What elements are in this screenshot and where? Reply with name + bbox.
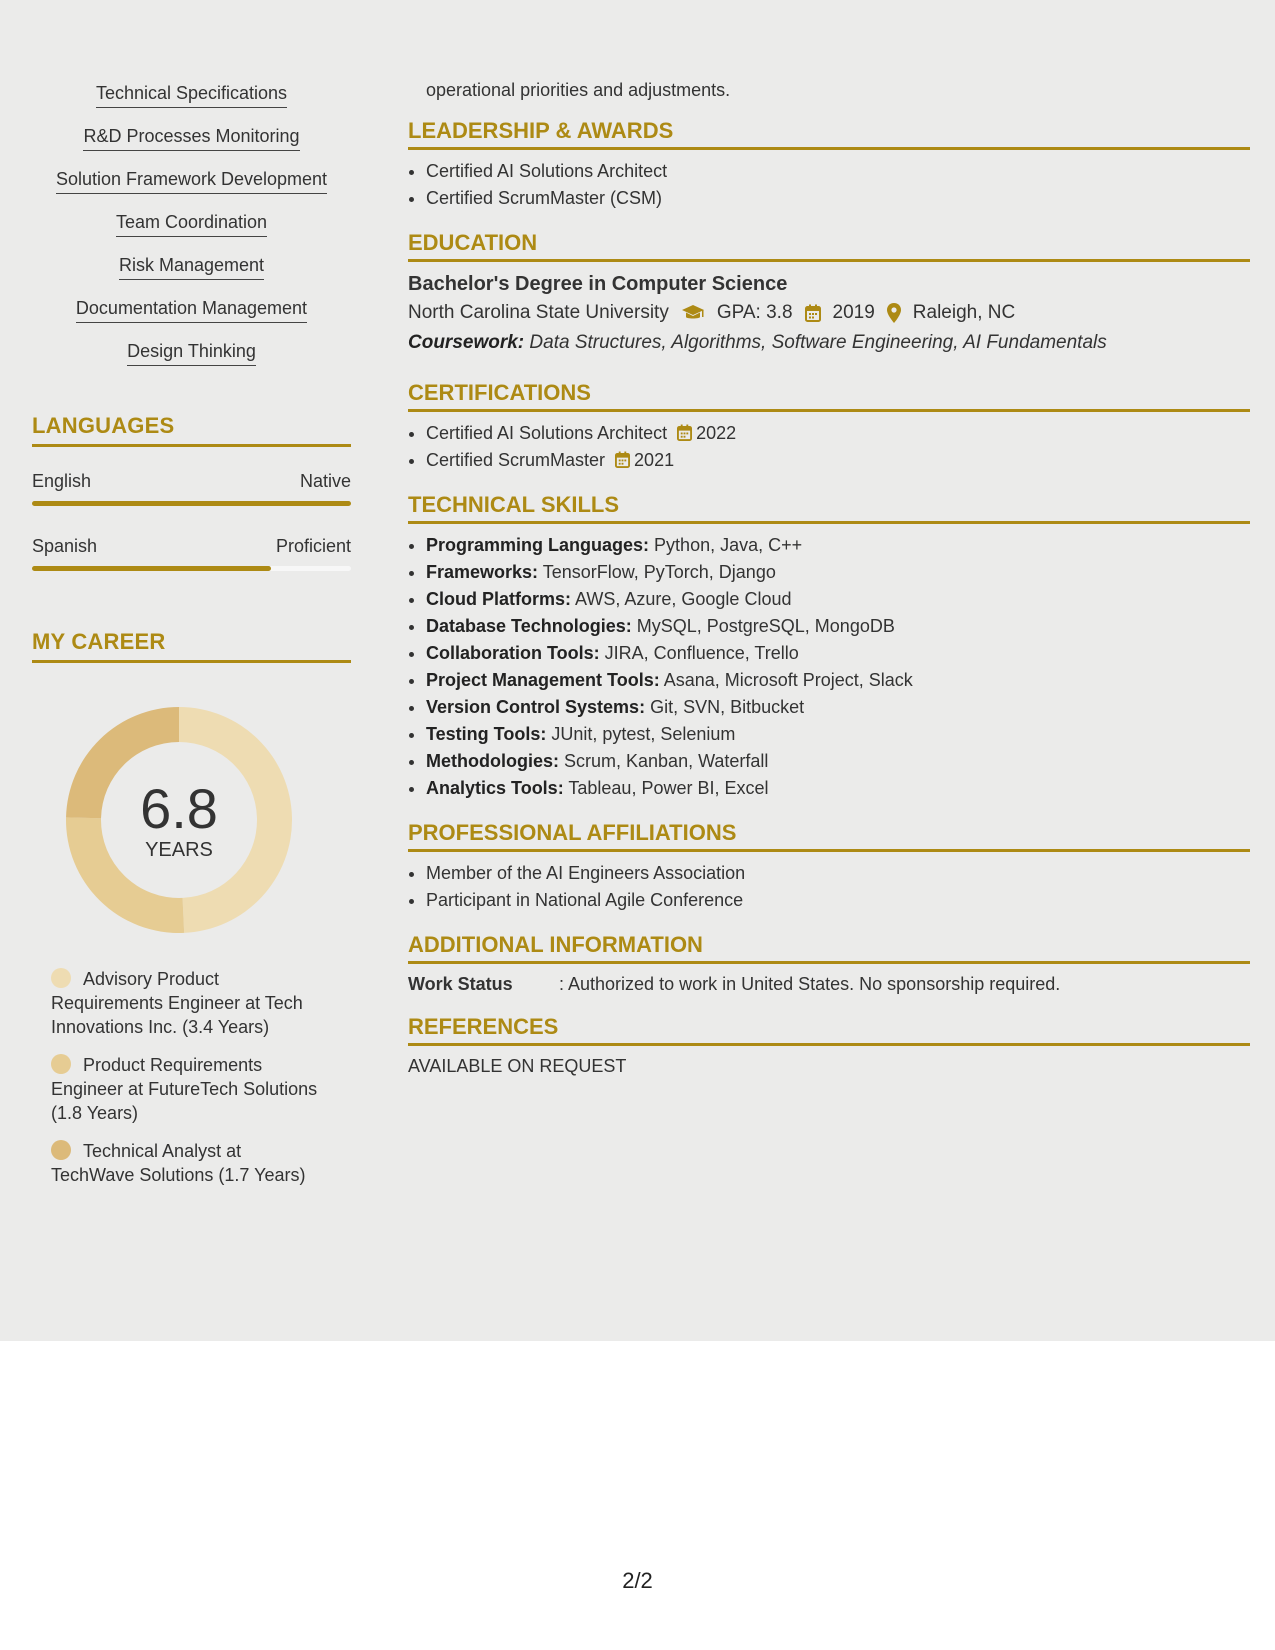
technical-skills-list: [408, 532, 1250, 802]
education-gpa: GPA: 3.8: [716, 302, 793, 323]
education-location: Raleigh, NC: [912, 302, 1016, 323]
skill-value: Python, Java, C++: [654, 535, 803, 555]
affiliations-heading: PROFESSIONAL AFFILIATIONS: [408, 820, 1250, 852]
career-total: 6.8: [140, 777, 218, 840]
skill-value: JUnit, pytest, Selenium: [551, 724, 736, 744]
language-row: [32, 471, 351, 492]
skill-item: Technical Specifications: [96, 82, 287, 108]
calendar-icon: [805, 304, 821, 322]
language-bar-fill: [32, 566, 271, 571]
references-heading: REFERENCES: [408, 1014, 1250, 1046]
certification-year: 2021: [634, 450, 675, 470]
skill-label: Analytics Tools:: [426, 778, 564, 798]
leadership-heading: LEADERSHIP & AWARDS: [408, 118, 1250, 150]
list-item: [426, 748, 1250, 775]
skill-item: R&D Processes Monitoring: [83, 125, 299, 151]
legend-dot: [51, 968, 71, 988]
technical-skills-heading: TECHNICAL SKILLS: [408, 492, 1250, 524]
certifications-list: [408, 420, 1250, 474]
coursework-label: Coursework:: [408, 332, 525, 353]
skill-label: Frameworks:: [426, 562, 539, 582]
skill-label: Collaboration Tools:: [426, 643, 600, 663]
skill-value: Git, SVN, Bitbucket: [650, 697, 805, 717]
career-donut-center: [66, 707, 292, 933]
languages-heading: LANGUAGES: [32, 413, 351, 447]
skill-value: Scrum, Kanban, Waterfall: [564, 751, 769, 771]
work-status-value: : Authorized to work in United States. No sponsorship required.: [559, 974, 1061, 994]
career-legend: [51, 967, 321, 1187]
legend-dot: [51, 1140, 71, 1160]
language-row: [32, 536, 351, 557]
list-item: • Participant in National Agile Conference: [426, 887, 1250, 914]
list-item: [426, 721, 1250, 748]
list-item: • Member of the AI Engineers Association: [426, 860, 1250, 887]
skill-value: AWS, Azure, Google Cloud: [575, 589, 792, 609]
skill-label: Programming Languages:: [426, 535, 650, 555]
certification-year: 2022: [696, 423, 737, 443]
work-status: [408, 972, 1250, 996]
coursework-text: Data Structures, Algorithms, Software Engineering, AI Fundamentals: [529, 332, 1107, 353]
list-item: [426, 613, 1250, 640]
language-bar: [32, 501, 351, 506]
affiliations-list: [408, 860, 1250, 914]
list-item: • Certified AI Solutions Architect: [426, 158, 1250, 185]
skill-item: Team Coordination: [116, 211, 267, 237]
work-status-label: Work Status: [408, 974, 513, 994]
calendar-icon: [615, 451, 630, 468]
career-legend-item: [51, 967, 321, 1039]
list-item: [426, 775, 1250, 802]
career-legend-text: Technical Analyst at TechWave Solutions (1.7 Years): [51, 1141, 306, 1185]
skill-label: Methodologies:: [426, 751, 559, 771]
language-bar-fill: [32, 501, 351, 506]
list-item: [426, 694, 1250, 721]
list-item: [426, 640, 1250, 667]
list-item: [426, 532, 1250, 559]
graduation-cap-icon: [681, 304, 705, 322]
main-column: [408, 78, 1250, 1078]
skill-label: Testing Tools:: [426, 724, 547, 744]
career-legend-text: Advisory Product Requirements Engineer at Tech Innovations Inc. (3.4 Years): [51, 969, 303, 1037]
calendar-icon: [677, 424, 692, 441]
legend-dot: [51, 1054, 71, 1074]
career-heading: MY CAREER: [32, 629, 351, 663]
skill-value: Asana, Microsoft Project, Slack: [663, 670, 913, 690]
list-item: [426, 667, 1250, 694]
sidebar: [32, 82, 351, 1201]
skill-value: Tableau, Power BI, Excel: [568, 778, 769, 798]
list-item: [426, 559, 1250, 586]
skill-label: Project Management Tools:: [426, 670, 660, 690]
list-item: [426, 447, 1250, 474]
career-legend-item: [51, 1139, 321, 1187]
skill-item: Risk Management: [119, 254, 264, 280]
certification-name: Certified ScrumMaster: [426, 450, 606, 470]
skill-item: Solution Framework Development: [56, 168, 327, 194]
language-level: Proficient: [275, 536, 351, 556]
location-pin-icon: [887, 303, 901, 323]
language-level: Native: [299, 471, 351, 491]
skill-value: MySQL, PostgreSQL, MongoDB: [636, 616, 895, 636]
certification-name: Certified AI Solutions Architect: [426, 423, 668, 443]
list-item: [426, 586, 1250, 613]
career-legend-item: [51, 1053, 321, 1125]
career-donut: [66, 707, 292, 933]
education-degree: Bachelor's Degree in Computer Science: [408, 273, 788, 295]
skill-list: [32, 82, 351, 383]
career-unit: YEARS: [145, 839, 213, 861]
education-school: North Carolina State University: [408, 302, 669, 323]
skill-label: Version Control Systems:: [426, 697, 646, 717]
list-item: [426, 420, 1250, 447]
certifications-heading: CERTIFICATIONS: [408, 380, 1250, 412]
language-bar: [32, 566, 351, 571]
leadership-list: [408, 158, 1250, 212]
skill-item: Documentation Management: [76, 297, 307, 323]
skill-item: Design Thinking: [127, 340, 256, 366]
languages-list: [32, 471, 351, 571]
page-number: 2/2: [622, 1568, 653, 1593]
list-item: • Certified ScrumMaster (CSM): [426, 185, 1250, 212]
education-heading: EDUCATION: [408, 230, 1250, 262]
language-name: English: [32, 471, 92, 491]
skill-value: JIRA, Confluence, Trello: [604, 643, 799, 663]
references-text: AVAILABLE ON REQUEST: [408, 1056, 627, 1076]
additional-info-heading: ADDITIONAL INFORMATION: [408, 932, 1250, 964]
education-coursework: [408, 328, 1250, 358]
skill-label: Database Technologies:: [426, 616, 632, 636]
skill-value: TensorFlow, PyTorch, Django: [542, 562, 776, 582]
skill-label: Cloud Platforms:: [426, 589, 572, 609]
career-legend-text: Product Requirements Engineer at FutureTech Solutions (1.8 Years): [51, 1055, 318, 1123]
continuation-text: operational priorities and adjustments.: [426, 80, 731, 100]
education-details: [408, 298, 1250, 328]
education-year: 2019: [832, 302, 875, 323]
language-name: Spanish: [32, 536, 98, 556]
